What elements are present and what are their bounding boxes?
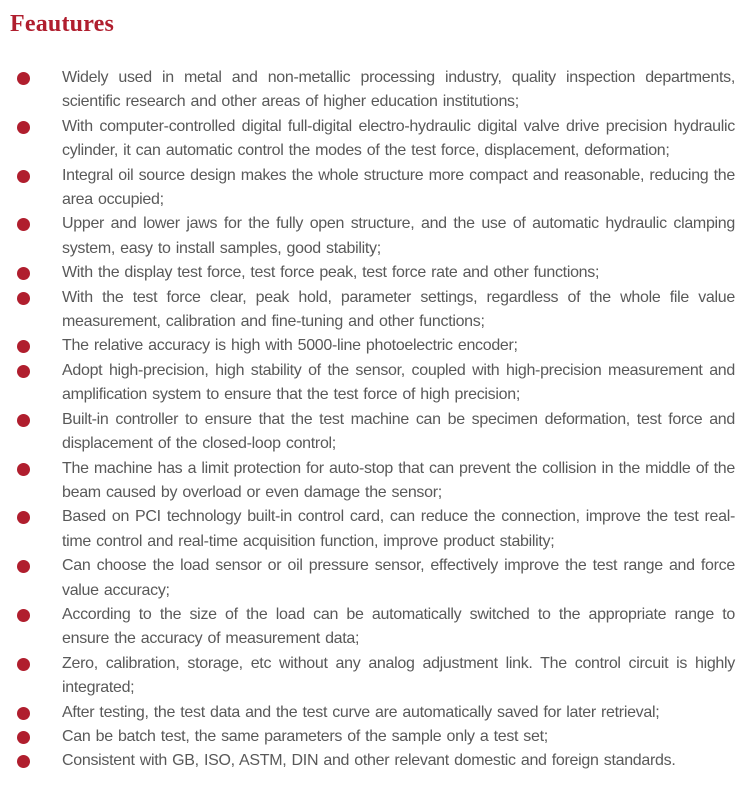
bullet-dot-icon [17, 560, 30, 573]
feature-text: With the test force clear, peak hold, parameter settings, regardless of the whole file value measurement, calibration and fine-tuning and other functions; [62, 288, 735, 331]
feature-text: Widely used in metal and non-metallic processing industry, quality inspection departments, scientific research and other areas of higher education institutions; [62, 69, 735, 111]
bullet-dot-icon [17, 414, 30, 427]
bullet-dot-icon [17, 609, 30, 622]
list-item [10, 408, 735, 457]
list-item [10, 164, 735, 213]
feature-text: Integral oil source design makes the whole structure more compact and reasonable, reducing the area occupied; [62, 166, 735, 209]
feature-text: The relative accuracy is high with 5000-line photoelectric encoder; [62, 337, 518, 355]
page-title: Feautures [10, 11, 115, 37]
feature-text: Built-in controller to ensure that the test machine can be specimen deformation, test force and displacement of the closed-loop control; [62, 410, 735, 453]
feature-text: With the display test force, test force peak, test force rate and other functions; [62, 264, 600, 282]
bullet-dot-icon [17, 292, 30, 305]
feature-text: Zero, calibration, storage, etc without any analog adjustment link. The control circuit is highly integrated; [62, 654, 735, 697]
list-item [10, 701, 735, 725]
list-item [10, 505, 735, 554]
list-item [10, 334, 735, 358]
list-item [10, 115, 735, 164]
list-item [10, 286, 735, 335]
feature-text: Consistent with GB, ISO, ASTM, DIN and other relevant domestic and foreign standards. [62, 752, 676, 770]
list-item [10, 66, 735, 115]
bullet-dot-icon [17, 267, 30, 280]
features-list [10, 66, 735, 774]
list-item [10, 554, 735, 603]
bullet-dot-icon [17, 218, 30, 231]
bullet-dot-icon [17, 707, 30, 720]
bullet-dot-icon [17, 170, 30, 183]
feature-text: Based on PCI technology built-in control card, can reduce the connection, improve the test real-time control and real-time acquisition function, improve product stability; [62, 508, 735, 550]
bullet-dot-icon [17, 340, 30, 353]
bullet-dot-icon [17, 463, 30, 476]
feature-text: With computer-controlled digital full-digital electro-hydraulic digital valve drive precision hydraulic cylinder, it can automatic control the modes of the test force, displacement, deformation; [62, 117, 735, 160]
bullet-dot-icon [17, 658, 30, 671]
bullet-dot-icon [17, 121, 30, 134]
list-item [10, 359, 735, 408]
feature-text: After testing, the test data and the test curve are automatically saved for later retrieval; [62, 703, 660, 721]
list-item [10, 749, 735, 773]
list-item [10, 261, 735, 285]
bullet-dot-icon [17, 72, 30, 85]
bullet-dot-icon [17, 511, 30, 524]
list-item [10, 603, 735, 652]
feature-text: According to the size of the load can be automatically switched to the appropriate range to ensure the accuracy of measurement data; [62, 605, 735, 648]
list-item [10, 725, 735, 749]
feature-text: The machine has a limit protection for auto-stop that can prevent the collision in the middle of the beam caused by overload or even damage the sensor; [62, 459, 735, 501]
feature-text: Adopt high-precision, high stability of the sensor, coupled with high-precision measurement and amplification system to ensure that the test force of high precision; [62, 361, 735, 404]
list-item [10, 652, 735, 701]
feature-text: Upper and lower jaws for the fully open structure, and the use of automatic hydraulic clamping system, easy to install samples, good stability; [62, 215, 735, 257]
feature-text: Can be batch test, the same parameters of the sample only a test set; [62, 727, 548, 745]
list-item [10, 212, 735, 261]
feature-text: Can choose the load sensor or oil pressure sensor, effectively improve the test range and force value accuracy; [62, 557, 735, 599]
bullet-dot-icon [17, 365, 30, 378]
bullet-dot-icon [17, 731, 30, 744]
list-item [10, 457, 735, 506]
bullet-dot-icon [17, 755, 30, 768]
